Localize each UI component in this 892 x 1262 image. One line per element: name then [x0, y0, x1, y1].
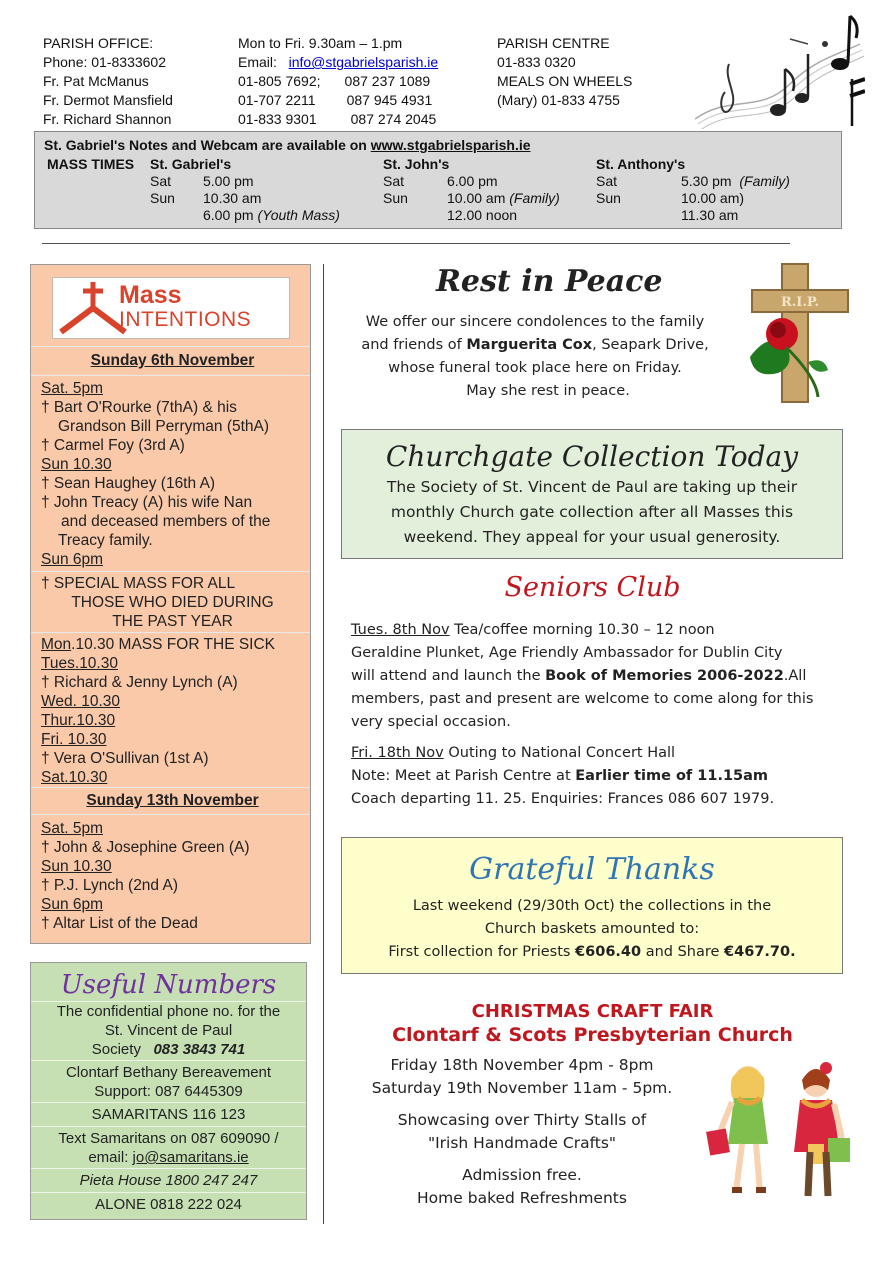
- intention-wed: Wed. 10.30: [41, 693, 120, 710]
- pieta-house-line: Pieta House 1800 247 247: [79, 1172, 258, 1189]
- john-sat-day: Sat: [383, 173, 405, 189]
- priest-1-tel: 01-805 7692;: [238, 73, 321, 89]
- gabriel-sun-day: Sun: [150, 190, 175, 206]
- useful-numbers-title: Useful Numbers: [60, 970, 277, 1000]
- meals-label: MEALS ON WHEELS: [497, 73, 633, 89]
- intention-item: † Carmel Foy (3rd A): [41, 437, 185, 454]
- gabriel-sat-time: 5.00 pm: [203, 173, 254, 189]
- priest-1-mob: 087 237 1089: [344, 73, 431, 89]
- seniors-club-title: Seniors Club: [504, 572, 681, 603]
- craft-line: "Irish Handmade Crafts": [427, 1134, 617, 1152]
- seniors-date-1: Tues. 8th Nov: [351, 622, 450, 638]
- craft-admission: Admission free.: [462, 1166, 582, 1184]
- book-of-memories: Book of Memories 2006-2022: [545, 668, 784, 684]
- churchgate-line: The Society of St. Vincent de Paul are taking up their: [386, 478, 798, 496]
- website-link[interactable]: www.stgabrielsparish.ie: [370, 137, 531, 153]
- centre-label: PARISH CENTRE: [497, 35, 610, 51]
- anthony-sun-day: Sun: [596, 190, 621, 206]
- intention-item: † Sean Haughey (16th A): [41, 475, 216, 492]
- seniors-event-2: Fri. 18th Nov Outing to National Concert Hall Note: Meet at Parish Centre at Earlier time of 11.15am Coach departing 11. 25. Enquiries: Frances 086 607 1979.: [351, 745, 775, 807]
- week1-heading: Sunday 6th November: [90, 352, 255, 369]
- rip-cross-rose-image: [738, 262, 850, 406]
- churchgate-line: weekend. They appeal for your usual generosity.: [403, 528, 781, 546]
- church-st-anthonys: St. Anthony's: [596, 156, 686, 172]
- column-divider: [323, 264, 324, 1224]
- grateful-thanks-panel: [341, 837, 843, 974]
- useful-numbers-panel: [30, 962, 307, 1220]
- churchgate-line: monthly Church gate collection after all Masses this: [390, 503, 794, 521]
- music-notes-illustration: [690, 14, 865, 129]
- rip-title: Rest in Peace: [436, 264, 663, 299]
- alone-line: ALONE 0818 222 024: [95, 1196, 242, 1213]
- intention-sun-1030: Sun 10.30: [41, 456, 112, 473]
- thanks-line: First collection for Priests €606.40 and Share €467.70.: [388, 944, 796, 960]
- anthony-sun-time: 10.00 am): [681, 190, 745, 206]
- email-link[interactable]: info@stgabrielsparish.ie: [288, 54, 439, 70]
- office-label: PARISH OFFICE:: [43, 35, 154, 51]
- intention-fri: Fri. 10.30: [41, 731, 107, 748]
- anthony-sat-time: 5.30 pm (Family): [681, 173, 790, 189]
- youth-mass-note: (Youth Mass): [257, 207, 340, 223]
- useful-line: Support: 087 6445309: [94, 1083, 243, 1100]
- seniors-event-1: Tues. 8th Nov Tea/coffee morning 10.30 – 12 noon Geraldine Plunket, Age Friendly Ambassador for Dublin City will attend and launch the Book of Memories 2006-2022.All members, past and present are welcome to come along for this very special occasion.: [351, 622, 814, 730]
- priest-2-name: Fr. Dermot Mansfield: [43, 92, 173, 108]
- mass-intentions-panel: [30, 264, 311, 944]
- useful-line: Text Samaritans on 087 609090 /: [58, 1130, 279, 1147]
- priest-2-mob: 087 945 4931: [346, 92, 433, 108]
- intention-special: † SPECIAL MASS FOR ALL: [41, 575, 236, 592]
- craft-date-2: Saturday 19th November 11am - 5pm.: [371, 1079, 673, 1097]
- useful-line: email: jo@samaritans.ie: [88, 1149, 249, 1166]
- rip-cross-label: R.I.P.: [780, 295, 820, 310]
- priest-1-name: Fr. Pat McManus: [43, 73, 149, 89]
- svp-phone: 083 3843 741: [153, 1041, 246, 1058]
- centre-phone: 01-833 0320: [497, 54, 576, 70]
- priests-amount: €606.40: [575, 944, 642, 960]
- intention-special: THOSE WHO DIED DURING: [71, 594, 274, 611]
- intention-tues: Tues.10.30: [41, 655, 118, 672]
- intention-item: Treacy family.: [58, 532, 153, 549]
- anthony-sun-time2: 11.30 am: [681, 207, 739, 223]
- john-sun-time2: 12.00 noon: [447, 207, 518, 223]
- intention-sat-5pm-2: Sat. 5pm: [41, 820, 104, 837]
- john-sat-time: 6.00 pm: [447, 173, 498, 189]
- intention-sat-5pm: Sat. 5pm: [41, 380, 104, 397]
- thanks-line: Church baskets amounted to:: [484, 921, 700, 937]
- craft-line: Showcasing over Thirty Stalls of: [397, 1111, 647, 1129]
- intention-item: Grandson Bill Perryman (5thA): [58, 418, 270, 435]
- church-st-johns: St. John's: [383, 156, 450, 172]
- useful-line: The confidential phone no. for the: [56, 1003, 281, 1020]
- john-sun-day: Sun: [383, 190, 408, 206]
- intention-item: † John & Josephine Green (A): [41, 839, 250, 856]
- church-st-gabriels: St. Gabriel's: [150, 156, 232, 172]
- seniors-date-2: Fri. 18th Nov: [351, 745, 444, 761]
- anthony-sat-day: Sat: [596, 173, 618, 189]
- contact-block: [238, 34, 438, 129]
- intention-item: † P.J. Lynch (2nd A): [41, 877, 179, 894]
- john-family-note: (Family): [509, 190, 560, 206]
- priest-3-mob: 087 274 2045: [350, 111, 437, 127]
- gabriel-sun-time2: 6.00 pm (Youth Mass): [203, 207, 340, 223]
- useful-line: St. Vincent de Paul: [104, 1022, 233, 1039]
- intention-sun-6pm-2: Sun 6pm: [41, 896, 104, 913]
- intention-item: and deceased members of the: [61, 513, 271, 530]
- intention-special: THE PAST YEAR: [112, 613, 233, 630]
- priest-2-tel: 01-707 2211: [238, 92, 316, 108]
- craft-fair-details: [362, 1054, 682, 1210]
- intention-sun-6pm: Sun 6pm: [41, 551, 104, 568]
- deceased-name: Marguerita Cox: [466, 337, 593, 353]
- intention-mon: Mon.10.30 MASS FOR THE SICK: [41, 636, 276, 653]
- office-hours: Mon to Fri. 9.30am – 1.pm: [238, 35, 403, 51]
- mass-times-label: MASS TIMES: [47, 156, 135, 172]
- useful-line: Clontarf Bethany Bereavement: [65, 1064, 272, 1081]
- useful-line: Society 083 3843 741: [91, 1041, 246, 1058]
- churchgate-collection-panel: [341, 429, 843, 559]
- thanks-line: Last weekend (29/30th Oct) the collections in the: [412, 898, 772, 914]
- churchgate-title: Churchgate Collection Today: [385, 440, 799, 473]
- intention-item: † Bart O'Rourke (7thA) & his: [41, 399, 237, 416]
- notes-text: St. Gabriel's Notes and Webcam are available on: [44, 137, 371, 153]
- priest-3-name: Fr. Richard Shannon: [43, 111, 172, 127]
- craft-refreshments: Home baked Refreshments: [417, 1189, 627, 1207]
- parish-office-block: [43, 34, 173, 129]
- logo-word-mass: Mass: [119, 281, 182, 309]
- anthony-family-note: (Family): [739, 173, 790, 189]
- craft-date-1: Friday 18th November 4pm - 8pm: [390, 1056, 654, 1074]
- shopping-women-illustration: [698, 1058, 858, 1208]
- rip-text: We offer our sincere condolences to the family and friends of Marguerita Cox, Seapark Drive, whose funeral took place here on Friday. May she rest in peace.: [361, 314, 709, 399]
- craft-fair-venue: Clontarf & Scots Presbyterian Church: [392, 1024, 793, 1046]
- intention-sat-1030: Sat.10.30: [41, 769, 108, 786]
- samaritans-line: SAMARITANS 116 123: [91, 1106, 246, 1123]
- mass-times-box: [34, 131, 842, 229]
- meals-contact: (Mary) 01-833 4755: [497, 92, 620, 108]
- mass-intentions-logo: [52, 277, 290, 339]
- centre-block: [497, 34, 632, 110]
- earlier-time-note: Earlier time of 11.15am: [575, 768, 769, 784]
- samaritans-email[interactable]: jo@samaritans.ie: [132, 1149, 249, 1166]
- priest-3-tel: 01-833 9301: [238, 111, 317, 127]
- gabriel-sun-time: 10.30 am: [203, 190, 262, 206]
- john-sun-time: 10.00 am (Family): [447, 190, 560, 206]
- intention-item: † Vera O'Sullivan (1st A): [41, 750, 209, 767]
- share-amount: €467.70.: [724, 944, 796, 960]
- logo-word-intentions: INTENTIONS: [119, 308, 252, 331]
- church-cross-icon: [57, 282, 127, 334]
- intention-item: † Richard & Jenny Lynch (A): [41, 674, 238, 691]
- gabriel-sat-day: Sat: [150, 173, 172, 189]
- intention-item: † Altar List of the Dead: [41, 915, 198, 932]
- notes-line: [44, 137, 531, 154]
- email-label: Email:: [238, 54, 277, 70]
- intention-thur: Thur.10.30: [41, 712, 116, 729]
- intention-sun-1030-2: Sun 10.30: [41, 858, 112, 875]
- office-phone: Phone: 01-8333602: [43, 54, 166, 70]
- craft-fair-title: CHRISTMAS CRAFT FAIR: [471, 1001, 714, 1022]
- intention-item: † John Treacy (A) his wife Nan: [41, 494, 253, 511]
- grateful-thanks-title: Grateful Thanks: [469, 852, 715, 887]
- week2-heading: Sunday 13th November: [86, 792, 259, 809]
- horizontal-divider: [42, 243, 790, 244]
